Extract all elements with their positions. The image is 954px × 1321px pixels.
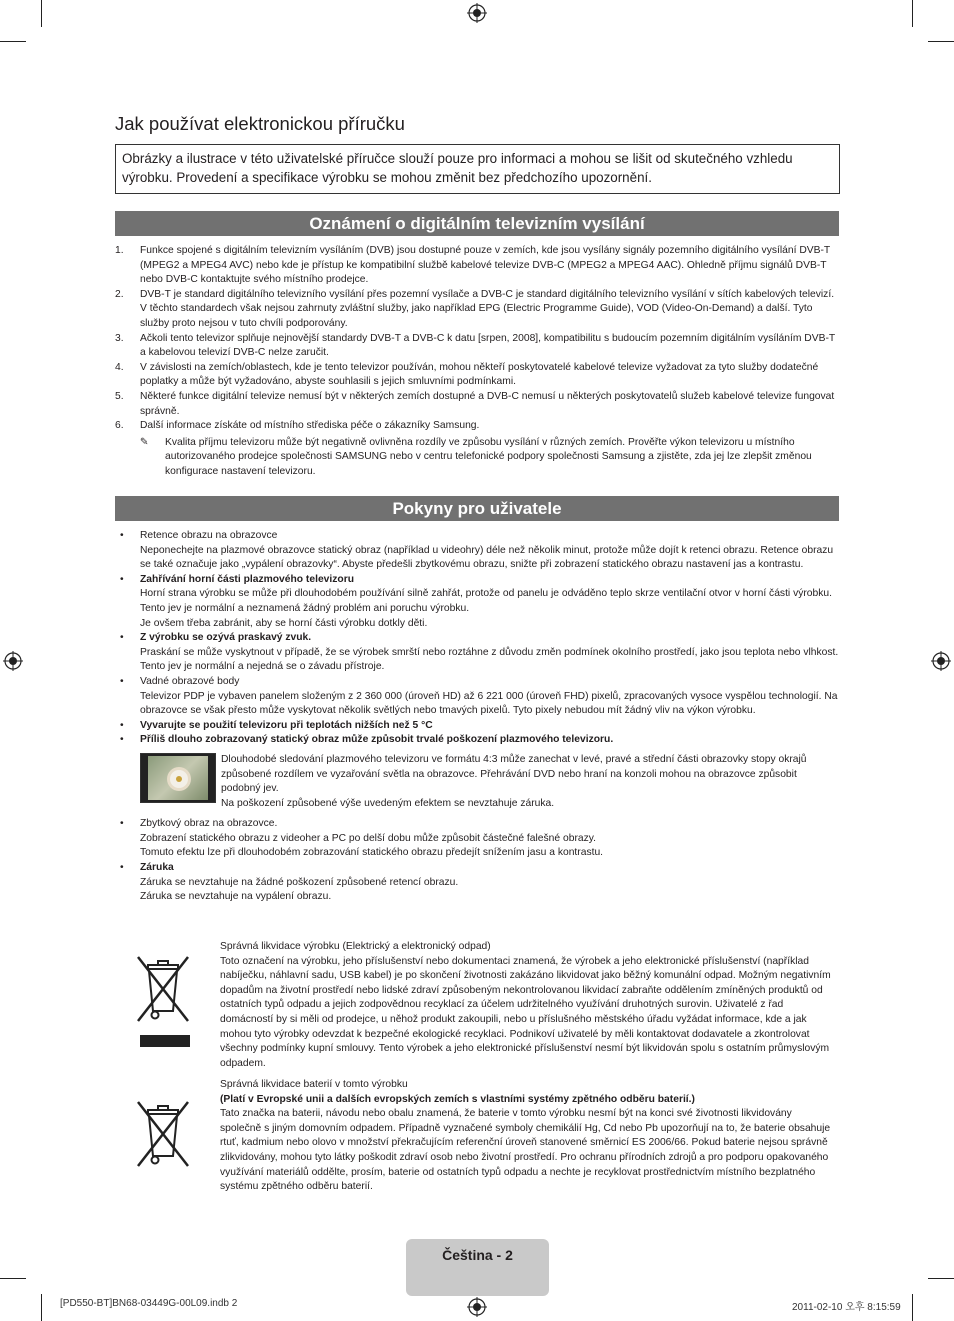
registration-mark-icon (3, 651, 23, 671)
list-item: • Záruka Záruka se nevztahuje na žádné poškození způsobené retencí obrazu. Záruka se nevztahuje na vypálení obrazu. (120, 862, 459, 903)
list-item: • Zahřívání horní části plazmového televizoru Horní strana výrobku se může při dlouhodobém používání silně zahřát, protože od panelu je odváděno teplo skrze ventilační otvor v horní části výrobku. Tento jev je normální a neznamená žádný problém ani poruchu výrobku. Je ovšem třeba zabránit, aby se horní části výrobku dotkly děti. (120, 573, 832, 629)
weee-battery-disposal: Správná likvidace baterií v tomto výrobku (Platí v Evropské unii a dalších evropských zemích s vlastními systémy zpětného odběru baterií.) Tato značka na baterii, návodu nebo obalu znamená, že baterie v tomto výrobku nesmí být na konci své životnosti likvidovány společně s jiným domovním odpadem. Případně vyznačené symboly chemikálií Hg, Cd nebo Pb upozorňují na to, že baterie obsahuje rtuť, kadmium nebo olovo v množství překračujícím referenční úroveň stanovené směrnicí ES 2006/66. Pokud baterie nejsou správně zlikvidovány, mohou tyto látky poškodit zdraví osob nebo životní prostředí. Pro ochranu přírodních zdrojů a pro podporu opakovaného využívání materiálů oddělte, prosím, baterie od ostatních typů odpadu a nechte je recyklovat prostřednictvím místního bezplatného systému zpětného odběru baterií. (220, 1079, 831, 1193)
memo-note: ✎ Kvalita příjmu televizoru může být negativně ovlivněna rozdíly ve způsobu vysílání v různých zemích. Prověřte výkon televizoru u místního autorizovaného prodejce společnosti SAMSUNG nebo v centru telefonické podpory společnosti Samsung a zjistěte, zda jej lze zlepšit změnou konfigurace nastavení televizoru. (115, 436, 839, 480)
tv-screen-image (140, 753, 216, 803)
list-item: • Z výrobku se ozývá praskavý zvuk. Praskání se může vyskytnout v případě, že se výrobek smrští nebo roztáhne z důvodu změn podmínek okolního prostředí, jako jsou teplota nebo vlhkost. Tento jev je normální a nejedná se o závadu přístroje. (120, 632, 839, 673)
crop-mark (928, 1278, 954, 1279)
list-item: 5. Některé funkce digitální televize nemusí být v některých zemích dostupné a DVB-C nemusí u některých poskytovatelů služeb kabelové televize fungovat správně. (115, 390, 835, 417)
registration-mark-icon (931, 651, 951, 671)
crop-mark (0, 1278, 26, 1279)
list-item: 3. Ačkoli tento televizor splňuje nejnovější standardy DVB-T a DVB-C k datu [srpen, 2008], kompatibilitu s budoucím pozemním digitálním vysíláním DVB-T a kabelovou televizí DVB-C nelze zaručit. (115, 332, 835, 359)
list-item: 1. Funkce spojené s digitálním televizním vysíláním (DVB) jsou dostupné pouze v zemích, kde jsou vysílány signály pozemního digitálního vysílání DVB-T (MPEG2 a MPEG4 AVC) nebo kde je přístup ke kompatibilní službě kabelové televize DVB-C (MPEG2 a MPEG4 AAC). Ohledně příjmu signálů DVB-T nebo DVB-C kontaktujte svého místního prodejce. (115, 245, 831, 286)
list-item: • Zbytkový obraz na obrazovce. Zobrazení statického obrazu z videoher a PC po delší dobu může způsobit částečné falešné obrazy. Tomuto efektu lze při dlouhodobém zobrazování statického obrazu předejít snížením jasu a kontrastu. (120, 818, 604, 859)
registration-mark-icon (467, 1297, 487, 1317)
list-item: • Vyvarujte se použití televizoru při teplotách nižších než 5 °C (120, 719, 433, 731)
crop-mark (912, 1294, 913, 1321)
crop-mark (41, 1294, 42, 1321)
page-title: Jak používat elektronickou příručku (115, 113, 405, 134)
crossed-bin-icon (134, 953, 192, 1049)
list-item: • Příliš dlouho zobrazovaný statický obraz může způsobit trvalé poškození plazmového televizoru. Dlouhodobé sledování plazmového televizoru ve formátu 4:3 může zanechat v levé, pravé a střední části obrazovky stopy okrajů způsobené rozdílem ve vyzařování světla na obrazovce. Přehrávání DVD nebo hraní na konzoli mohou na obrazovce způsobit podobný jev. Na poškození způsobené výše uvedeným efektem se nevztahuje záruka. (120, 734, 807, 809)
crop-mark (912, 0, 913, 27)
list-item: 4. V závislosti na zemích/oblastech, kde je tento televizor používán, mohou někteří poskytovatelé kabelové televize vyžadovat za tyto služby dodatečné poplatky a může být vyžadováno, abyste souhlasili s jejich smluvními podmínkami. (115, 361, 819, 388)
list-item: 6. Další informace získáte od místního střediska péče o zákazníky Samsung. (115, 420, 480, 432)
crop-mark (41, 0, 42, 27)
weee-product-disposal: Správná likvidace výrobku (Elektrický a elektronický odpad) Toto označení na výrobku, jeho příslušenství nebo dokumentaci znamená, že výrobek a jeho elektronické příslušenství (například nabíječku, náhlavní sadu, USB kabel) je po skončení životnosti zakázáno likvidovat jako běžný komunální odpad. Možným negativním dopadům na životní prostředí nebo lidské zdraví způsobeným nekontrolovanou likvidací zabraňte oddělením zmíněných produktů od ostatních typů odpadu a jejich zodpovědnou recyklací za účelem udržitelného využívání druhotných surovin. Uživatelé z řad domácností by si měli od prodejce, u něhož produkt zakoupili, nebo u příslušného městského úřadu vyžádat informace, kde a jak mohou tyto výrobky odevzdat k bezpečné ekologické recyklaci. Podnikoví uživatelé by měli kontaktovat dodavatele a zkontrolovat všechny podmínky kupní smlouvy. Tento výrobek a jeho elektronické příslušenství nesmí být likvidován spolu s ostatním průmyslovým odpadem. (220, 941, 831, 1069)
print-slug-date: 2011-02-10 오후 8:15:59 (792, 1302, 901, 1313)
user-guidelines-list (115, 529, 839, 905)
crop-mark (0, 41, 26, 42)
broadcast-notice-list (115, 244, 839, 480)
notice-box: Obrázky a ilustrace v této uživatelské příručce slouží pouze pro informaci a mohou se lišit od skutečného vzhledu výrobku. Provedení a specifikace výrobku se mohou změnit bez předchozího upozornění. (115, 144, 840, 194)
page-number-tab: Čeština - 2 (406, 1239, 549, 1296)
memo-icon: ✎ (140, 436, 149, 448)
section-title-user-guidelines: Pokyny pro uživatele (115, 496, 839, 521)
list-item: 2. DVB-T je standard digitálního televizního vysílání přes pozemní vysílače a DVB-C je standard digitálního televizního vysílání v sítích kabelových televizí. V těchto standardech však nejsou zahrnuty zvláštní služby, jako například EPG (Electric Programme Guide), VOD (Video-On-Demand) a další. Tyto služby proto nejsou v tuto chvíli podporovány. (115, 288, 835, 329)
crop-mark (928, 41, 954, 42)
print-slug-file: [PD550-BT]BN68-03449G-00L09.indb 2 (60, 1298, 238, 1309)
list-item: • Vadné obrazové body Televizor PDP je vybaven panelem složeným z 2 360 000 (úroveň HD) až 6 221 000 (úroveň FHD) pixelů, zpracovaných vysoce vyspělou technologií. Na obrazovce se však přesto může vyskytovat několik světlých nebo tmavých pixelů. Tyto pixely nebudou mít žádný vliv na výkon výrobku. (120, 675, 838, 717)
list-item: • Retence obrazu na obrazovce Neponechejte na plazmové obrazovce statický obraz (například u videohry) déle než několik minut, protože může dojít k retenci obrazu. Retence obrazu se také označuje jako „vypálení obrazovky“. Abyste předešli zbytkovému obrazu, snižte při zobrazení statického obrazu nastavení jas a kontrastu. (120, 530, 834, 571)
registration-mark-icon (467, 3, 487, 23)
section-title-broadcast: Oznámení o digitálním televizním vysílání (115, 211, 839, 236)
crossed-bin-battery-icon (134, 1098, 192, 1170)
